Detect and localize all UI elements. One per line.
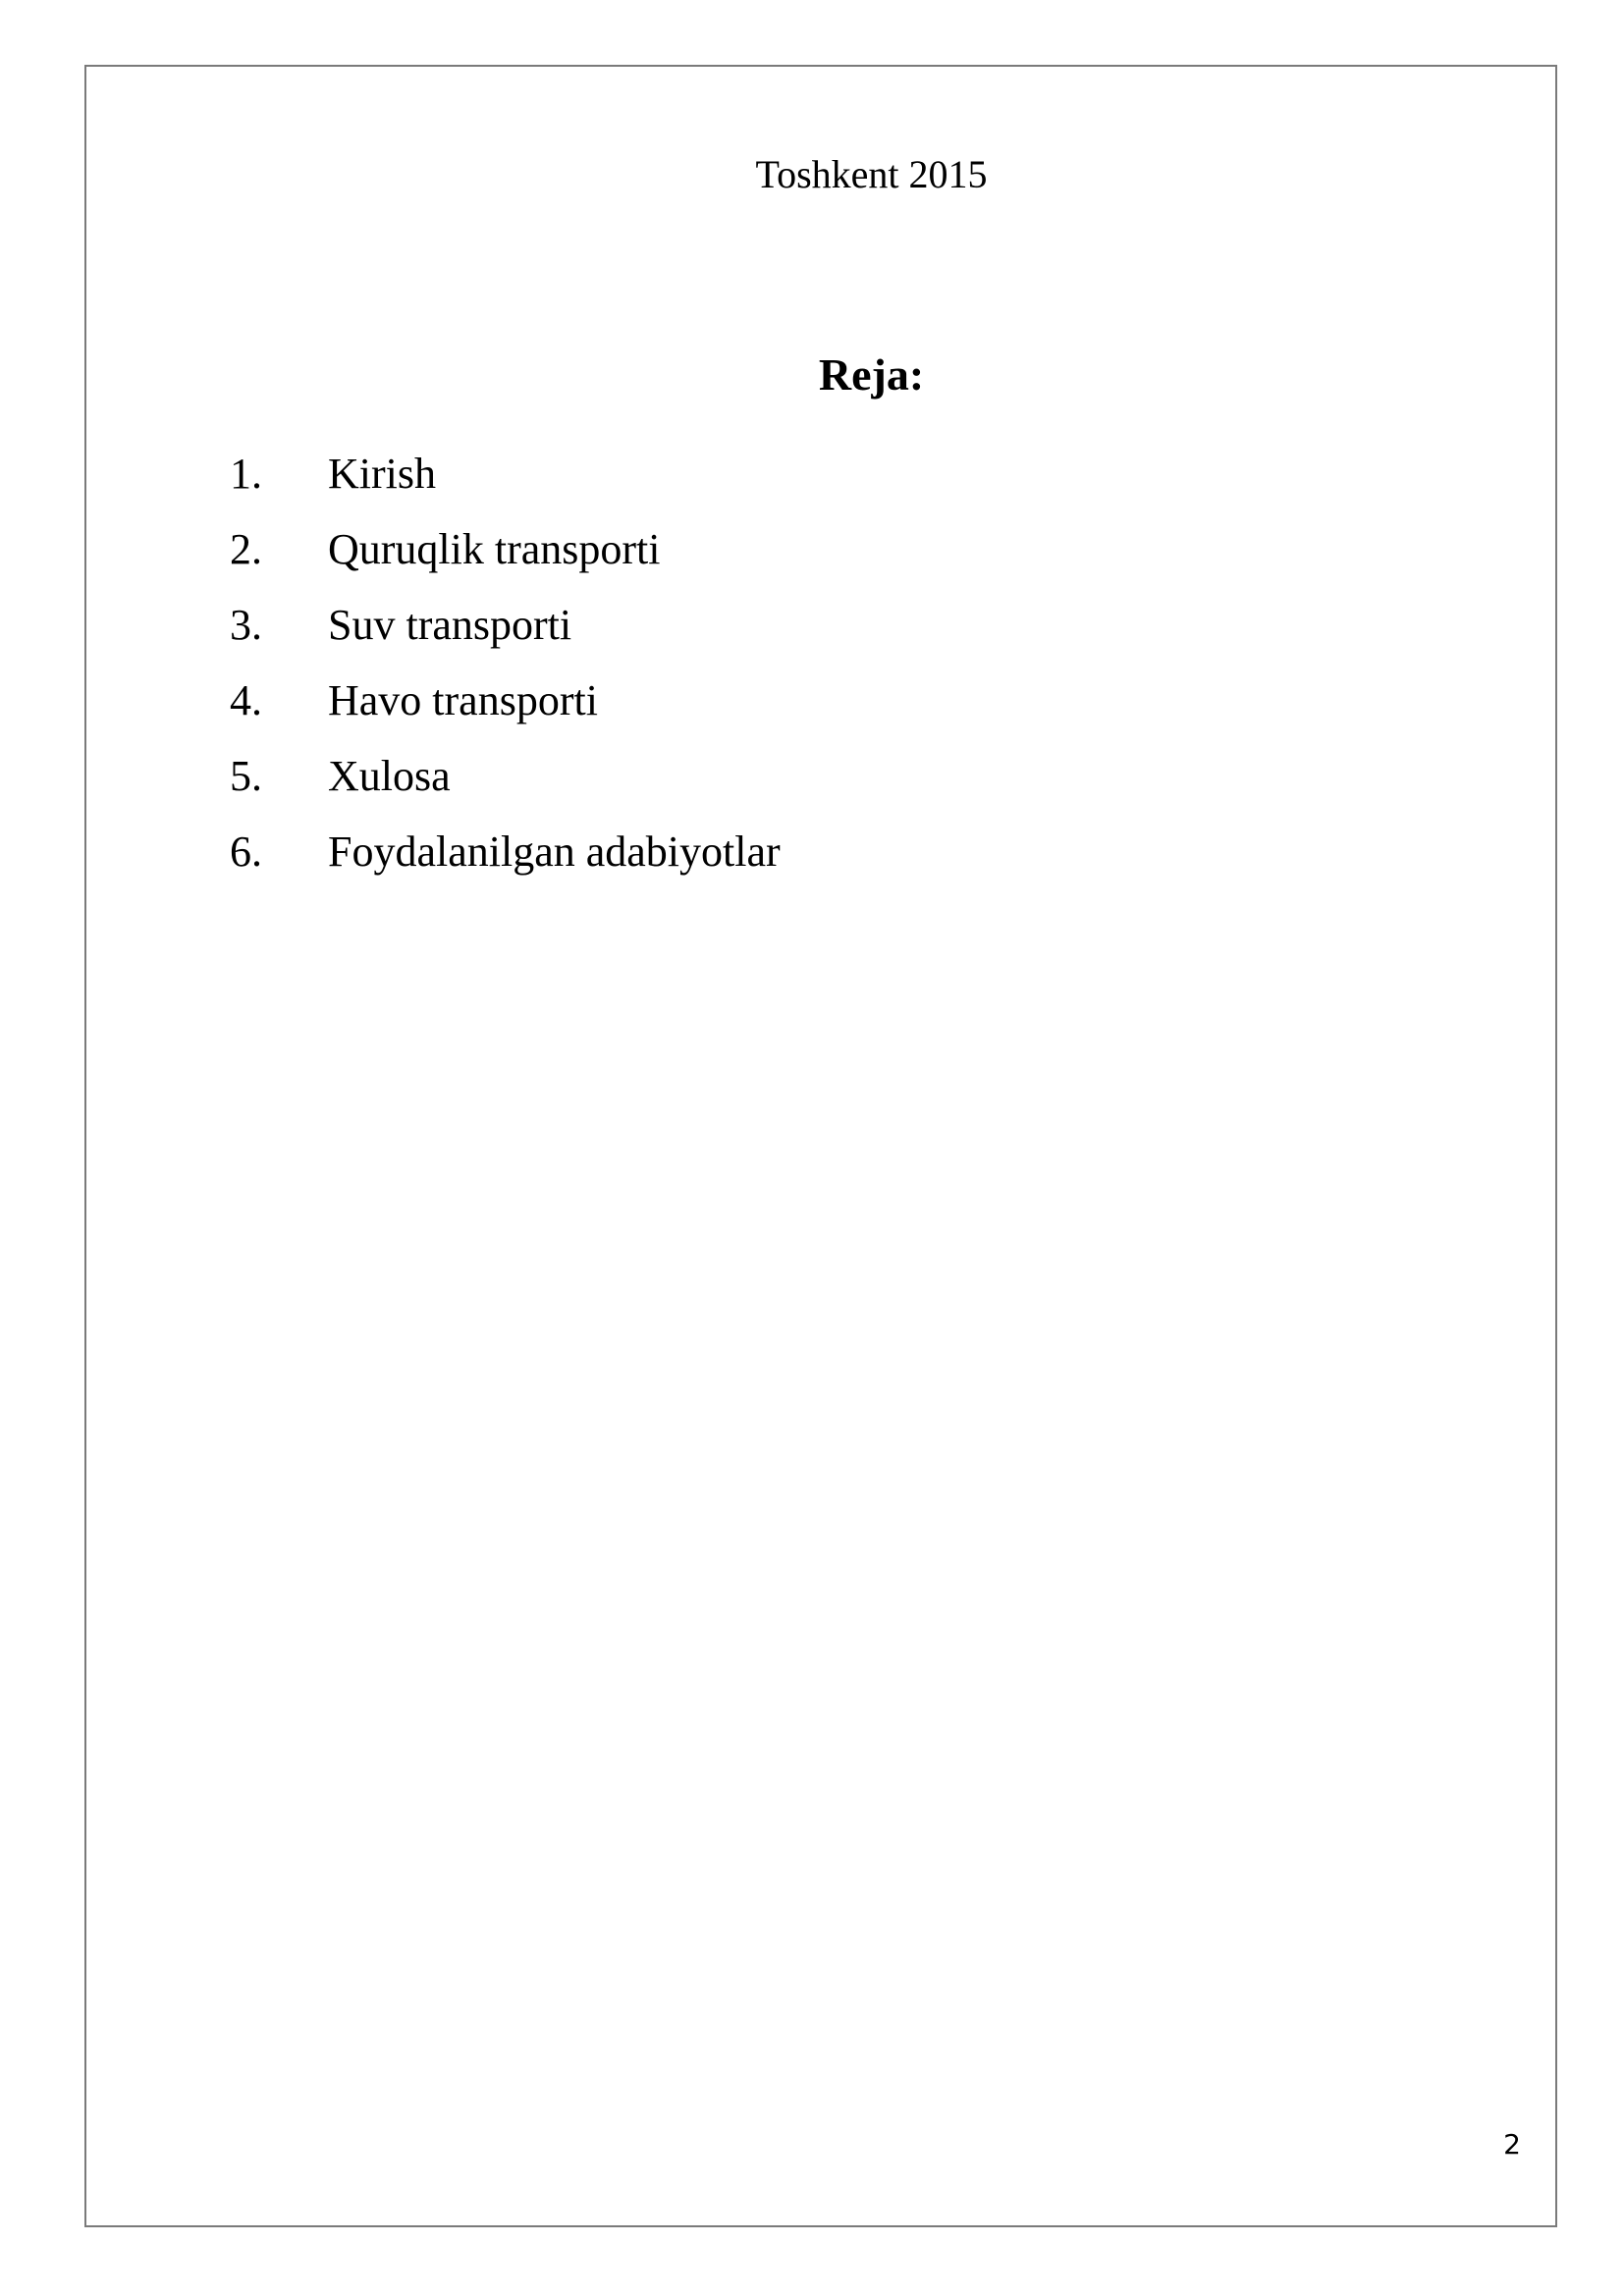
list-item-text: Foydalanilgan adabiyotlar <box>328 828 781 876</box>
list-item <box>230 826 781 901</box>
list-item <box>230 599 781 674</box>
list-item <box>230 523 781 599</box>
list-item-text: Havo transporti <box>328 676 598 724</box>
list-item-number: 5. <box>230 752 262 800</box>
plan-heading: Reja: <box>818 349 925 400</box>
plan-list <box>230 448 781 901</box>
list-item-number: 3. <box>230 601 262 649</box>
list-item <box>230 674 781 750</box>
list-item-text: Quruqlik transporti <box>328 525 661 573</box>
list-item <box>230 750 781 826</box>
list-item-text: Suv transporti <box>328 601 572 649</box>
list-item <box>230 448 781 523</box>
list-item-number: 1. <box>230 450 262 498</box>
city-year-text: Toshkent 2015 <box>755 152 988 196</box>
list-item-number: 4. <box>230 676 262 724</box>
list-item-number: 6. <box>230 828 262 876</box>
page-number: 2 <box>1503 2128 1521 2161</box>
list-item-text: Kirish <box>328 450 436 498</box>
list-item-text: Xulosa <box>328 752 451 800</box>
list-item-number: 2. <box>230 525 262 573</box>
